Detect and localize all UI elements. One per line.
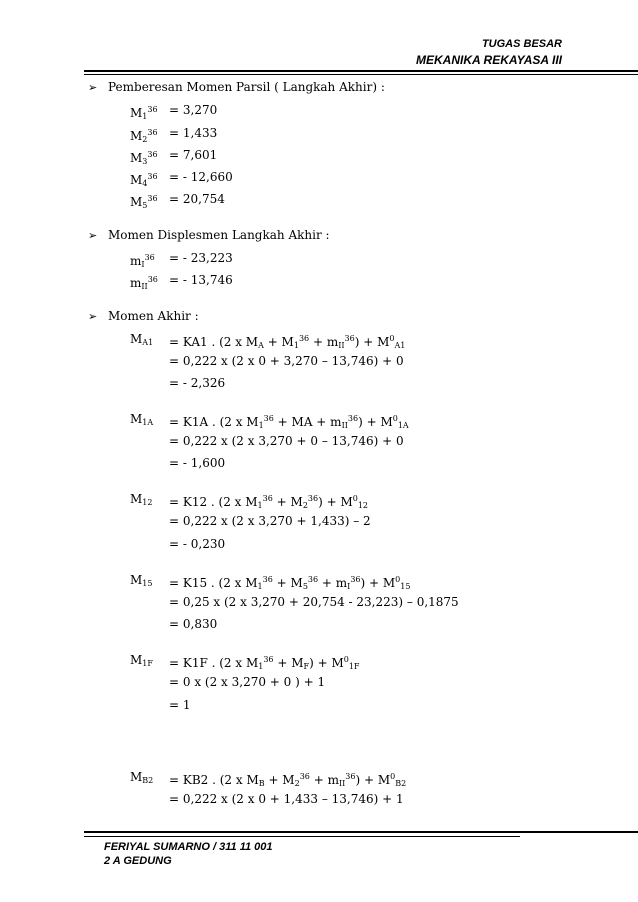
calc-m12: = 0,222 x (2 x 3,270 + 1,433) – 2 (169, 514, 371, 528)
footer-rule (84, 831, 638, 833)
value-m1: = 3,270 (169, 103, 218, 117)
bullet-displesmen: ➢ Momen Displesmen Langkah Akhir : (88, 228, 330, 242)
calc-ma1: = 0,222 x (2 x 0 + 3,270 – 13,746) + 0 (169, 354, 404, 368)
result-m15: = 0,830 (169, 617, 218, 631)
label-mI: $m_I^{36}$ (130, 253, 155, 269)
arrow-bullet-icon: ➢ (88, 229, 98, 242)
result-m12: = - 0,230 (169, 537, 226, 551)
calc-mb2: = 0,222 x (2 x 0 + 1,433 – 13,746) + 1 (169, 792, 404, 806)
calc-m1f: = 0 x (2 x 3,270 + 0 ) + 1 (169, 675, 326, 689)
label-m12: $M_{12}$ (130, 492, 153, 507)
formula-mb2: = KB2 . (2 x $M_B + M_2^{36} + m_{II}^{36}) + M^0_{B2}$ (169, 772, 407, 788)
formula-m15: = K15 . (2 x $M_1^{36} + M_5^{36} + m_I^{36}) + M^0_{15}$ (169, 575, 411, 591)
calc-m15: = 0,25 x (2 x 3,270 + 20,754 - 23,223) – 0,1875 (169, 595, 459, 609)
formula-m1f: = K1F . (2 x $M_1^{36} + M_F) + M^0_{1F}$ (169, 655, 360, 671)
label-m1a: $M_{1A}$ (130, 412, 154, 427)
label-m4: $M_4^{36}$ (130, 172, 158, 188)
label-m15: $M_{15}$ (130, 573, 153, 588)
formula-m1a: = K1A . (2 x $M_1^{36}$ + MA + $m_{II}^{36}) + M^0_{1A}$ (169, 414, 409, 430)
label-m1f: $M_{1F}$ (130, 653, 153, 668)
result-m1f: = 1 (169, 698, 191, 712)
label-m5: $M_5^{36}$ (130, 194, 158, 210)
formula-m12: = K12 . (2 x $M_1^{36} + M_2^{36}) + M^0_{12}$ (169, 494, 369, 510)
header-rule-thin (84, 74, 638, 75)
value-m3: = 7,601 (169, 148, 218, 162)
label-m3: $M_3^{36}$ (130, 150, 158, 166)
value-m4: = - 12,660 (169, 170, 233, 184)
value-m5: = 20,754 (169, 192, 225, 206)
header-rule (84, 70, 638, 72)
calc-m1a: = 0,222 x (2 x 3,270 + 0 – 13,746) + 0 (169, 434, 404, 448)
value-m2: = 1,433 (169, 126, 218, 140)
bullet-momen-akhir: ➢ Momen Akhir : (88, 309, 199, 323)
label-m2: $M_2^{36}$ (130, 128, 158, 144)
bullet-pemberesan: ➢ Pemberesan Momen Parsil ( Langkah Akhir) : (88, 80, 385, 94)
arrow-bullet-icon: ➢ (88, 310, 98, 323)
value-mI: = - 23,223 (169, 251, 233, 265)
label-m1: $M_1^{36}$ (130, 105, 158, 121)
header-subtitle: MEKANIKA REKAYASA III (415, 53, 562, 67)
footer-rule-thin (84, 836, 520, 837)
arrow-bullet-icon: ➢ (88, 81, 98, 94)
label-ma1: $M_{A1}$ (130, 332, 154, 347)
label-mb2: $M_{B2}$ (130, 770, 154, 785)
formula-ma1: = KA1 . (2 x $M_A + M_1^{36} + m_{II}^{36}) + M^0_{A1}$ (169, 334, 406, 350)
value-mII: = - 13,746 (169, 273, 233, 287)
header-title: TUGAS BESAR (481, 38, 562, 50)
footer-author: FERIYAL SUMARNO / 311 11 001 (104, 841, 273, 853)
result-ma1: = - 2,326 (169, 376, 226, 390)
label-mII: $m_{II}^{36}$ (130, 275, 158, 291)
footer-class: 2 A GEDUNG (104, 855, 172, 867)
result-m1a: = - 1,600 (169, 456, 226, 470)
